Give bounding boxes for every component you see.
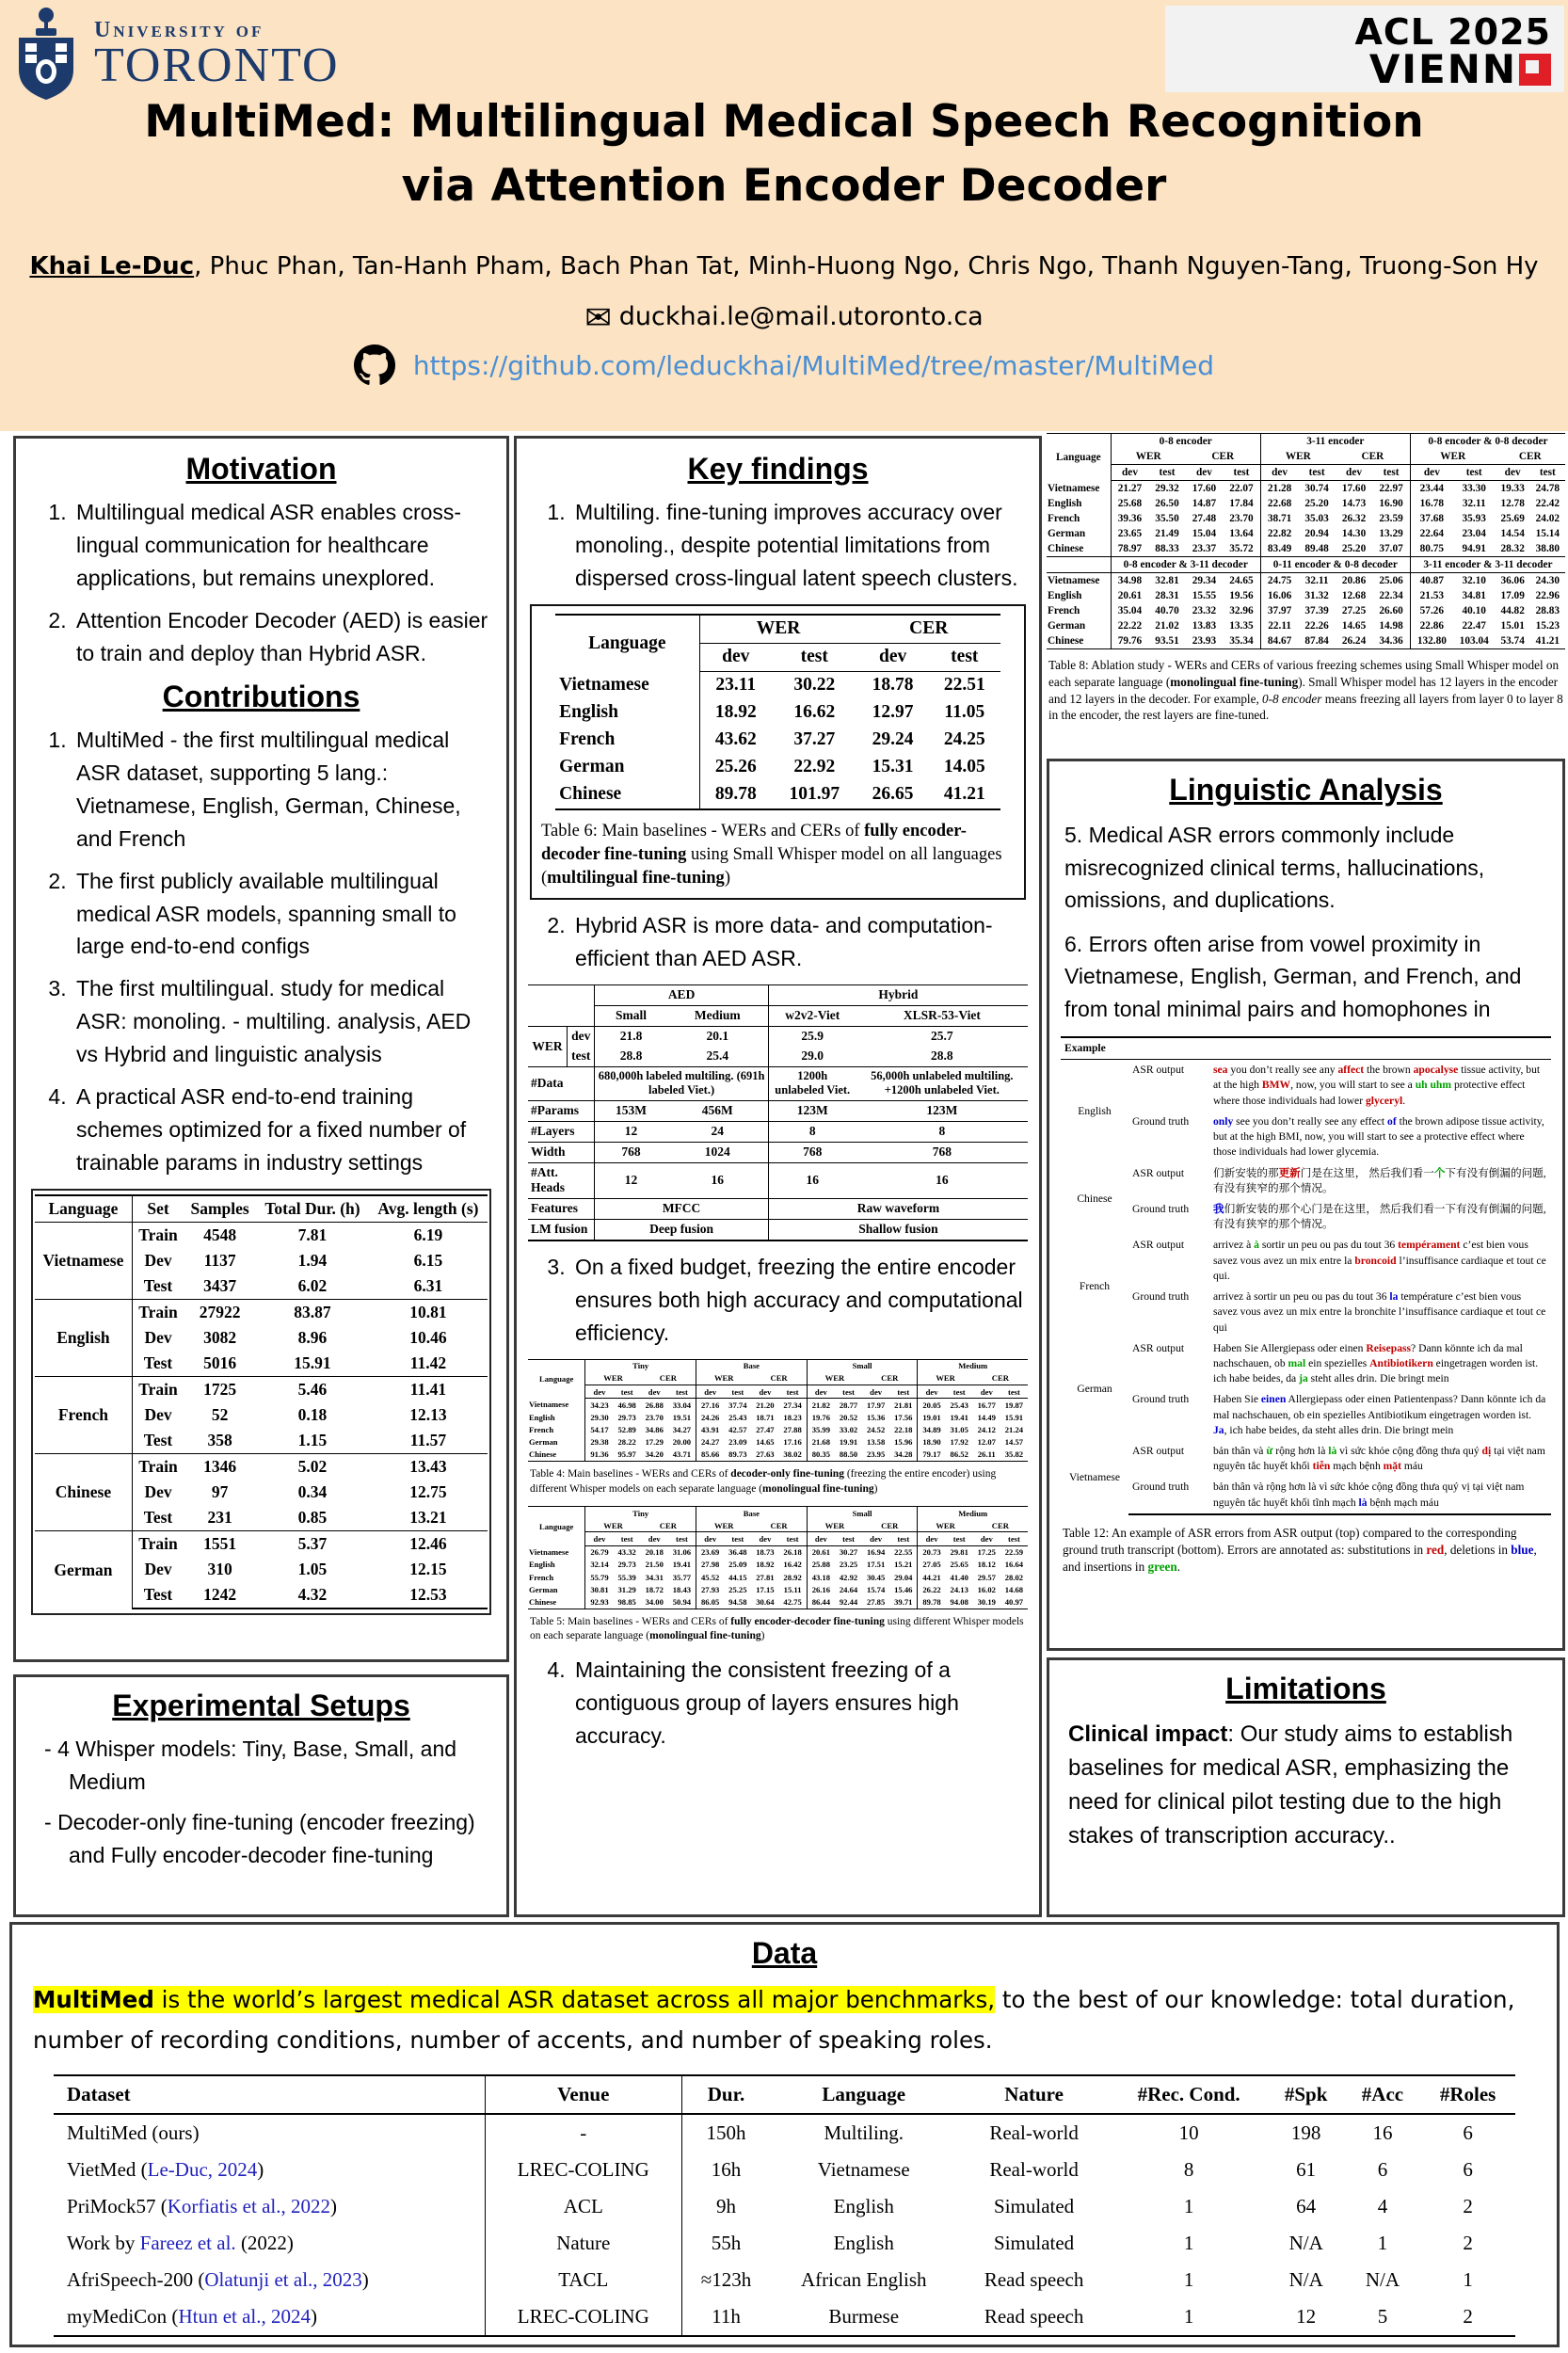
table8-ablation: Language 0-8 encoder 3-11 encoder 0-8 encoder & 0-8 decoder WER CER WER CER WER CER dev test dev test dev test dev test dev test dev test Vietnamese 21.27 29.32 17.60 22.07 21.28 30.74 17.60 22.97 23.44 33.30 19.33 24.78 English 25.68 26.50 14.87 17.84 22.68 25.20 14.73 16.90 16.78 32.11 12.78 22.42 French 39.36 35.50 27.48 23.70 38.71 35.03 26.32 23.59 37.68 35.93 25.69 24.02 German 23.65 21.49 15.04 13.64 22.82 20.94 14.30 13.29 22.64 23.04 14.54 15.14 Chinese 78.97 88.33 23.37 35.72 83.49 89.48 25.20 37.07 80.75 94.91 28.32 38.80 0-8 encoder & 3-11 decoder 0-11 encoder & 0-8 decoder 3-11 encoder & 3-11 decoder Vietnamese 34.98 32.81 29.34 24.65 24.75 32.11 20.86 25.06 40.87 32.10 36.06 24.30 English 20.61 28.31 15.55 19.56 16.06 31.32 12.68 22.34 21.53 34.81 17.09 22.96 French 35.04 40.70 23.32 32.96 37.97 37.39 27.25 26.60 57.26 40.10 44.82 28.83 German 22.22 21.02 13.83 13.35 22.11 22.26 14.65 14.98 22.86 22.47 15.01 15.23 Chinese 79.76 93.51 23.93 35.34 84.67 87.84 26.24 34.36 132.80 103.04 53.74 41.21 [1047,433,1565,649]
authors [0,252,1568,280]
email-link[interactable]: duckhai.le@mail.utoronto.ca [618,302,984,331]
acl-logo-line1: ACL 2025 [1354,11,1551,54]
contribution-item: 3. The first multilingual. study for medical ASR: monoling. - multiling. analysis, AED vs Hybrid and linguistic analysis [72,972,493,1071]
github-icon [354,344,395,386]
table12-caption: Table 12: An example of ASR errors from ASR output (top) compared to the corresponding ground truth transcript (bottom). Errors are annotated as: substitutions in red, deletions in blue, and insertions in green. [1063,1525,1537,1574]
uoft-wordmark-line1: University of [94,18,264,42]
motivation-item: 1. Multilingual medical ASR enables cross-lingual communication for healthcare applications, but remains unexplored. [72,496,493,595]
language-stats-table-frame [31,1189,491,1615]
experimental-setups-title: Experimental Setups [112,1689,410,1722]
github-row [0,344,1568,386]
setups-list [29,1733,493,1872]
acl-red-square-icon [1519,54,1551,86]
motivation-item: 2. Attention Encoder Decoder (AED) is easier to train and deploy than Hybrid ASR. [72,604,493,670]
linguistic-item-6: 6. Errors often arise from vowel proximity in Vietnamese, English, German, and French, and from tonal minimal pairs and homophones in [1064,931,1522,1021]
motivation-contributions-section [13,436,509,1662]
mail-icon: ✉ [584,299,612,337]
linguistic-item-5: 5. Medical ASR errors commonly include misrecognized clinical terms, hallucinations, omissions, and duplications. [1064,823,1485,912]
contribution-item: 4. A practical ASR end-to-end training schemes optimized for a fixed number of trainable params in industry settings [72,1080,493,1179]
acl-2025-vienna-logo [1165,6,1564,92]
language-stats-table: Language Set Samples Total Dur. (h) Avg. length (s) Vietnamese Train 4548 7.81 6.19 Dev 1137 1.94 6.15 Test 3437 6.02 6.31 English Train 27922 83.87 10.81 Dev 3082 8.96 10.46 Test 5016 15.91 11.42 French Train 1725 5.46 11.41 Dev 52 0.18 12.13 Test 358 1.15 11.57 Chinese Train 1346 5.02 13.43 Dev 97 0.34 12.75 Test 231 0.85 13.21 German Train 1551 5.37 12.46 Dev 310 1.05 12.15 Test 1242 4.32 12.53 [35,1194,488,1609]
table6-caption: Table 6: Main baselines - WERs and CERs of fully encoder-decoder fine-tuning using Small Whisper model on all languages (multilingual fine-tuning) [541,821,1002,888]
limitations-text: Clinical impact: Our study aims to establish baselines for medical ASR, emphasizing the need for clinical pilot testing due to the high stakes of transcription accuracy.. [1068,1721,1513,1849]
contribution-item: 1. MultiMed - the first multilingual medical ASR dataset, supporting 5 lang.: Vietnamese, English, German, Chinese, and French [72,724,493,856]
motivation-title: Motivation [185,452,337,486]
data-title: Data [751,1936,818,1970]
setup-item: - Decoder-only fine-tuning (encoder freezing) and Fully encoder-decoder fine-tuning [44,1806,493,1872]
table4-caption: Table 4: Main baselines - WERs and CERs of decoder-only fine-tuning (freezing the entire encoder) using different Whisper models on each separate language (monolingual fine-tuning) [530,1468,997,1495]
table8-caption: Table 8: Ablation study - WERs and CERs of various freezing schemes using Small Whisper model on each separate language (monolingual fine-tuning). Small Whisper model has 12 layers in the encoder and 12 layers in the decoder. For example, 0-8 encoder means freezing all layers from layer 0 to layer 8 in the encoder, the rest layers are fine-tuned. [1048,658,1563,723]
limitations-title: Limitations [1225,1672,1386,1705]
key-findings-section [514,436,1042,1917]
authors-rest: , Phuc Phan, Tan-Hanh Pham, Bach Phan Tat, Minh-Huong Ngo, Chris Ngo, Thanh Nguyen-Tang, Truong-Son Hy [194,252,1539,280]
asr-error-example-table: Example English ASR output sea you don’t really see any affect the brown apocalyse tissue activity, but at the high BMW, now, you will start to see a uh uhm protective effect where those individuals had lower glyceryl. Ground truth only see you don’t really see any effect of the brown adipose tissue activity, but at the high BMI, now, you will start to see a protective effect where those individuals had lower glycemia. Chinese ASR output 们新安装的那更新门是在这里， 然后我们看一个下有没有倒漏的问题, 有没有狭窄的那个情况。 Ground truth 我们新安装的那个心门是在这里， 然后我们看一下有没有倒漏的问题, 有没有狭窄的那个情况。 French ASR output arrivez à à sortir un peu ou pas du tout 36 tempérament c’est bien vous savez vous avez un mix entre la broncoid l’insuffisance cardiaque et tout ce qui. Ground truth arrivez à sortir un peu ou pas du tout 36 la température c’est bien vous savez vous avez un mix entre la bronchite l’insuffisance cardiaque et tout ce qui German ASR output Haben Sie Allergiepass oder einen Reisepass? Dann könnte ich da mal nachschauen, ob mal ein spezielles Antibiotikern eingetragen worden ist. ich habe beides, da ja steht alles drin. Die bringt mein Ground truth Haben Sie einen Allergiepass oder einen Patientenpass? Dann könnte ich da mal nachschauen, ob ein spezielles Antibiotikum eingetragen worden ist. Ja, ich habe beides, da steht alles drin. Die bringt mein Vietnamese ASR output bản thân và ừ rộng hơn là là vì sức khỏe cộng đồng thưa quý dị tại việt nam nguyên tắc huyết khối tiễn mạch bệnh mặt máu Ground truth bản thân và rộng hơn là vì sức khỏe cộng đồng thưa quý vị tại việt nam nguyên tắc huyết khối tĩnh mạch là bệnh mạch máu [1061,1036,1551,1515]
uoft-wordmark [94,19,340,90]
table5-caption: Table 5: Main baselines - WERs and CERs of fully encoder-decoder fine-tuning using different Whisper models on each separate language (monolingual fine-tuning) [530,1615,1024,1642]
contribution-item: 2. The first publicly available multilingual medical ASR models, spanning small to large end-to-end configs [72,865,493,964]
table6-multilingual-baselines: Language WER CER dev test dev test Vietnamese 23.11 30.22 18.78 22.51 English 18.92 16.62 12.97 11.05 French 43.62 37.27 29.24 24.25 German 25.26 22.92 15.31 14.05 Chinese 89.78 101.97 26.65 41.21 [555,614,1000,810]
table5-fully-finetuned: Language Tiny Base Small Medium WER CER WER CER WER CER WER CER dev test dev test dev test dev test dev test dev test dev test dev test Vietnamese 26.79 43.32 20.18 31.06 23.69 36.48 18.73 26.18 20.61 30.27 16.94 22.55 20.73 29.81 17.25 22.59 English 32.14 29.73 21.50 19.41 27.98 25.09 18.92 16.42 25.88 23.25 17.51 15.21 27.05 25.65 18.12 16.64 French 55.79 55.39 34.31 35.77 45.52 44.15 27.81 28.92 43.18 42.92 30.45 29.04 44.21 41.40 29.57 28.02 German 30.81 31.29 18.72 18.43 27.93 25.25 17.15 15.11 26.16 24.64 15.74 15.46 26.22 24.13 16.02 14.68 Chinese 92.93 98.85 34.00 50.94 86.05 94.58 30.64 42.75 86.44 92.44 27.85 39.71 89.78 94.08 30.19 40.97 [528,1506,1028,1609]
data-section [9,1922,1560,2347]
setup-item: - 4 Whisper models: Tiny, Base, Small, and Medium [44,1733,493,1799]
datasets-comparison-table: Dataset Venue Dur. Language Nature #Rec. Cond. #Spk #Acc #Roles MultiMed (ours) - 150h Multiling. Real-world 10 198 16 6 VietMed (Le-Duc, 2024) LREC-COLING 16h Vietnamese Real-world 8 61 6 6 PriMock57 (Korfiatis et al., 2022) ACL 9h English Simulated 1 64 4 2 Work by Fareez et al. (2022) Nature 55h English Simulated 1 N/A 1 2 AfriSpeech-200 (Olatunji et al., 2023) TACL ≈123h African English Read speech 1 N/A N/A 1 myMediCon (Htun et al., 2024) LREC-COLING 11h Burmese Read speech 1 12 5 2 [54,2074,1515,2337]
data-intro: MultiMed is the world’s largest medical ASR dataset across all major benchmarks, to the best of our knowledge: total duration, number of recording conditions, number of accents, and number of speaking roles. [33,1986,1515,2054]
contributions-title: Contributions [162,679,360,713]
author-lead: Khai Le-Duc [29,252,195,280]
header [0,0,1568,431]
uoft-logo [11,6,340,104]
uoft-wordmark-line2: TORONTO [94,39,340,92]
motivation-list [29,496,493,670]
title-line2: via Attention Encoder Decoder [401,160,1167,213]
finding-2: 2. Hybrid ASR is more data- and computation-efficient than AED ASR. [528,909,1028,975]
finding-4: 4. Maintaining the consistent freezing of a contiguous group of layers ensures high accuracy. [528,1654,1028,1753]
limitations-section [1047,1657,1565,1917]
email-row [0,299,1568,337]
experimental-setups-section [13,1674,509,1917]
poster-title [0,90,1568,218]
linguistic-analysis-section [1047,759,1565,1651]
uoft-crest-icon [11,6,81,104]
linguistic-analysis-title: Linguistic Analysis [1169,773,1443,807]
acl-logo-line2: VIENN [1369,53,1551,87]
aed-vs-hybrid-table: AED Hybrid Small Medium w2v2-Viet XLSR-53-Viet WER dev 21.8 20.1 25.9 25.7 test 28.8 25.4 29.0 28.8 #Data 680,000h labeled multiling. (691h labeled Viet.) 1200h unlabeled Viet. 56,000h unlabeled multiling. +1200h unlabeled Viet. #Params 153M 456M 123M 123M #Layers 12 24 8 8 Width 768 1024 768 768 #Att. Heads 12 16 16 16 Features MFCC Raw waveform LM fusion Deep fusion Shallow fusion [528,984,1028,1241]
finding-1: 1. Multiling. fine-tuning improves accuracy over monoling., despite potential limitations from dispersed cross-lingual latent speech clusters. [528,496,1028,595]
key-findings-title: Key findings [687,452,869,486]
table6-frame [530,604,1026,900]
github-link[interactable]: https://github.com/leduckhai/MultiMed/tree/master/MultiMed [412,350,1215,381]
table4-decoder-only: Language Tiny Base Small Medium WER CER WER CER WER CER WER CER dev test dev test dev test dev test dev test dev test dev test dev test Vietnamese 34.23 46.98 26.88 33.04 27.16 37.74 21.20 27.34 21.82 28.77 17.97 21.81 20.05 25.43 16.77 19.87 English 29.30 29.73 23.70 19.51 24.26 25.43 18.71 18.23 19.76 20.52 15.36 17.56 19.01 19.41 14.49 15.91 French 54.17 52.89 34.86 34.27 43.91 42.57 27.47 27.88 35.99 33.02 24.52 22.18 34.89 31.05 24.12 21.24 German 29.38 28.22 17.29 20.00 24.27 23.09 14.65 17.16 21.68 19.91 13.58 15.96 18.90 17.92 12.07 14.57 Chinese 91.36 95.97 34.20 43.71 85.66 89.73 27.63 38.02 80.35 88.50 23.95 34.28 79.17 86.52 26.11 35.82 [528,1359,1028,1463]
finding-3: 3. On a fixed budget, freezing the entire encoder ensures both high accuracy and computational efficiency. [528,1251,1028,1350]
title-line1: MultiMed: Multilingual Medical Speech Recognition [144,96,1424,148]
table8-area [1047,433,1565,724]
contributions-list [29,724,493,1179]
